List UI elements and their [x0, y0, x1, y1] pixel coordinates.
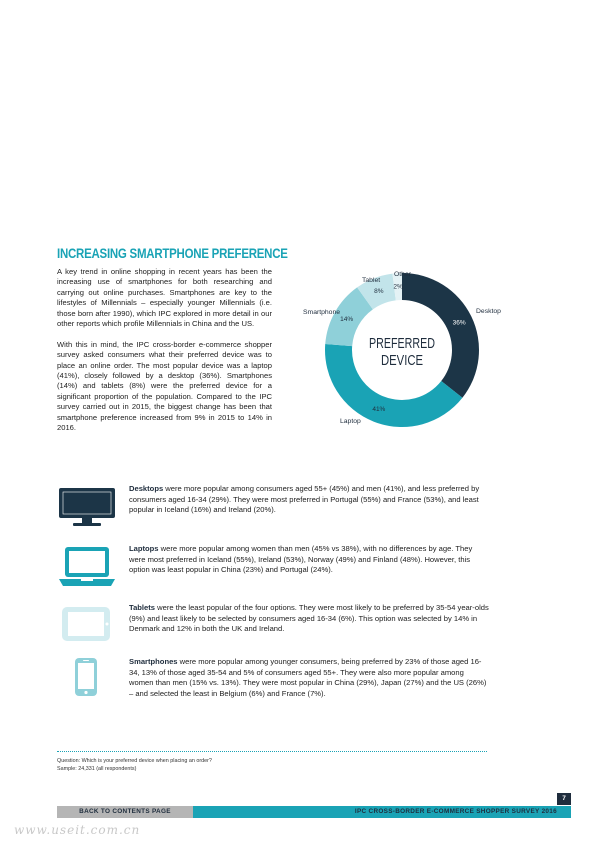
page-number: 7: [557, 793, 571, 805]
desktop-description: [129, 484, 489, 516]
intro-paragraph-1: A key trend in online shopping in recent years has been the increasing use of smartphones for both researching and carrying out online purchases. Smartphones are key to the lifestyles of Millennials – especially younger Millennials (i.e. those born after 1990), which IPC explored in more detail in our other reports which profile Millennials in China and the US.: [57, 267, 272, 329]
value-label-laptop: 41%: [372, 406, 386, 414]
category-label-desktop: Desktop: [476, 308, 501, 315]
survey-sample: Sample: 24,331 (all respondents): [57, 766, 137, 772]
value-label-desktop: 36%: [452, 319, 466, 327]
survey-question: Question: Which is your preferred device when placing an order?: [57, 758, 212, 764]
desktop-icon: [57, 484, 117, 530]
device-detail: were more popular among consumers aged 55+ (45%) and men (41%), and less preferred by consumers aged 16-34 (29%). They were most preferred in Portugal (55%) and France (53%), and least popular in Iceland (16%) and Ireland (20%).: [129, 484, 480, 515]
laptop-description: [129, 544, 489, 576]
device-name: Laptops: [129, 544, 159, 553]
category-label-laptop: Laptop: [340, 418, 361, 425]
center-label-line-1: PREFERRED: [369, 335, 436, 352]
value-label-smartphone: 14%: [340, 315, 354, 323]
back-to-contents-link[interactable]: BACK TO CONTENTS PAGE: [57, 806, 193, 818]
section-title: INCREASING SMARTPHONE PREFERENCE: [57, 245, 288, 261]
smartphone-description: [129, 657, 489, 699]
value-label-tablet: 8%: [374, 287, 384, 295]
device-name: Desktops: [129, 484, 164, 493]
intro-text: [57, 267, 272, 444]
category-label-smartphone: Smartphone: [303, 309, 341, 316]
note-divider: [57, 751, 487, 752]
donut-chart-svg: [296, 262, 536, 440]
device-detail: were the least popular of the four options. They were most likely to be preferred by 35-54 year-olds (9%) and least likely to be selected by consumers aged 16-34 (6%). This option was selected by 14% in Denmark and 12% in both the UK and Ireland.: [129, 603, 489, 634]
value-label-other: 2%: [393, 283, 403, 291]
device-name: Smartphones: [129, 657, 178, 666]
category-label-other: Other: [394, 271, 411, 278]
center-label-line-2: DEVICE: [381, 352, 423, 369]
tablet-description: [129, 603, 489, 635]
survey-note: [57, 757, 212, 773]
category-label-tablet: Tablet: [362, 277, 381, 284]
laptop-icon: [57, 544, 117, 590]
tablet-icon: [57, 603, 117, 649]
intro-paragraph-2: With this in mind, the IPC cross-border e-commerce shopper survey asked consumers what their preferred device was to place an online order. The most popular device was a laptop (41%), closely followed by a desktop (36%). Smartphones (14%) and tablets (8%) were the preferred device for a significant proportion of the population. Compared to the IPC survey carried out in 2015, the biggest change has been that smartphone preference increased from 9% in 2015 to 14% in 2016.: [57, 339, 272, 433]
watermark: www.useit.com.cn: [14, 823, 141, 837]
report-title-footer: IPC CROSS-BORDER E-COMMERCE SHOPPER SURVEY 2016: [193, 806, 571, 818]
device-name: Tablets: [129, 603, 156, 612]
preferred-device-chart: [296, 262, 536, 440]
device-detail: were more popular among women than men (45% vs 38%), with no differences by age. They were most preferred in Iceland (55%), Ireland (53%), Norway (49%) and Finland (48%). However, this option was least popular in China (23%) and Portugal (24%).: [129, 544, 473, 575]
smartphone-icon: [57, 657, 117, 703]
device-detail: were more popular among younger consumers, being preferred by 23% of those aged 16-34, 13% of those aged 35-54 and 5% of consumers aged 55+. They were also more popular among women than men (15% vs. 13%). They were most popular in China (29%), Japan (27%) and the US (26%) – and selected the least in Belgium (6%) and France (7%).: [129, 657, 487, 698]
